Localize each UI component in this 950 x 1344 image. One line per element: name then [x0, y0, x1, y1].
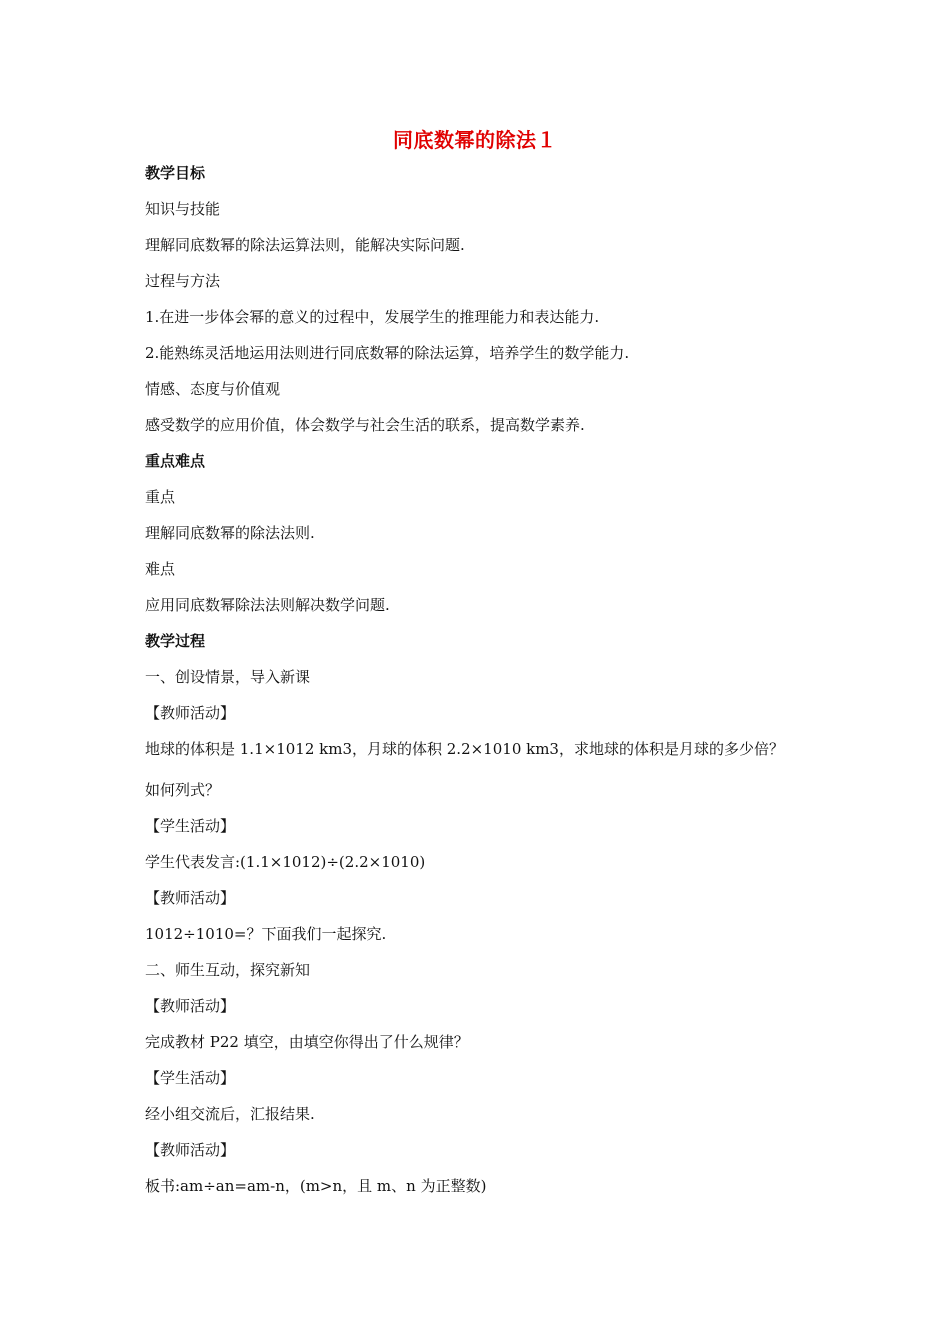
paragraph-line: 理解同底数幂的除法法则.	[145, 524, 315, 542]
paragraph-line: 一、创设情景，导入新课	[145, 668, 311, 686]
paragraph-line: 1012÷1010=？下面我们一起探究.	[145, 925, 387, 943]
paragraph-line: 【学生活动】	[145, 817, 236, 835]
paragraph-line: 学生代表发言:(1.1×1012)÷(2.2×1010)	[145, 853, 426, 871]
heading-teaching-process: 教学过程	[145, 632, 206, 650]
heading-key-difficult-points: 重点难点	[145, 452, 206, 470]
paragraph-line: 情感、态度与价值观	[145, 380, 281, 398]
paragraph-line: 重点	[145, 488, 176, 506]
paragraph-line: 感受数学的应用价值，体会数学与社会生活的联系，提高数学素养.	[145, 416, 585, 434]
paragraph-line: 1.在进一步体会幂的意义的过程中，发展学生的推理能力和表达能力.	[145, 308, 600, 326]
paragraph-line: 应用同底数幂除法法则解决数学问题.	[145, 596, 390, 614]
paragraph-line: 板书:am÷an=am-n，(m>n，且 m、n 为正整数)	[145, 1177, 487, 1195]
paragraph-line: 【教师活动】	[145, 889, 236, 907]
heading-teaching-goals: 教学目标	[145, 164, 206, 182]
document-title: 同底数幂的除法１	[393, 128, 557, 152]
paragraph-line: 完成教材 P22 填空，由填空你得出了什么规律？	[145, 1033, 469, 1051]
paragraph-line: 过程与方法	[145, 272, 221, 290]
paragraph-line: 【教师活动】	[145, 1141, 236, 1159]
paragraph-line: 地球的体积是 1.1×1012 km3，月球的体积 2.2×1010 km3，求地球的体积是月球的多少倍？	[145, 740, 784, 758]
paragraph-line: 二、师生互动，探究新知	[145, 961, 311, 979]
paragraph-line: 【学生活动】	[145, 1069, 236, 1087]
paragraph-line: 知识与技能	[145, 200, 221, 218]
paragraph-line: 【教师活动】	[145, 997, 236, 1015]
paragraph-line: 【教师活动】	[145, 704, 236, 722]
paragraph-line: 理解同底数幂的除法运算法则，能解决实际问题.	[145, 236, 465, 254]
paragraph-line: 难点	[145, 560, 176, 578]
paragraph-line: 如何列式？	[145, 781, 221, 799]
paragraph-line: 经小组交流后，汇报结果.	[145, 1105, 315, 1123]
paragraph-line: 2.能熟练灵活地运用法则进行同底数幂的除法运算，培养学生的数学能力.	[145, 344, 630, 362]
